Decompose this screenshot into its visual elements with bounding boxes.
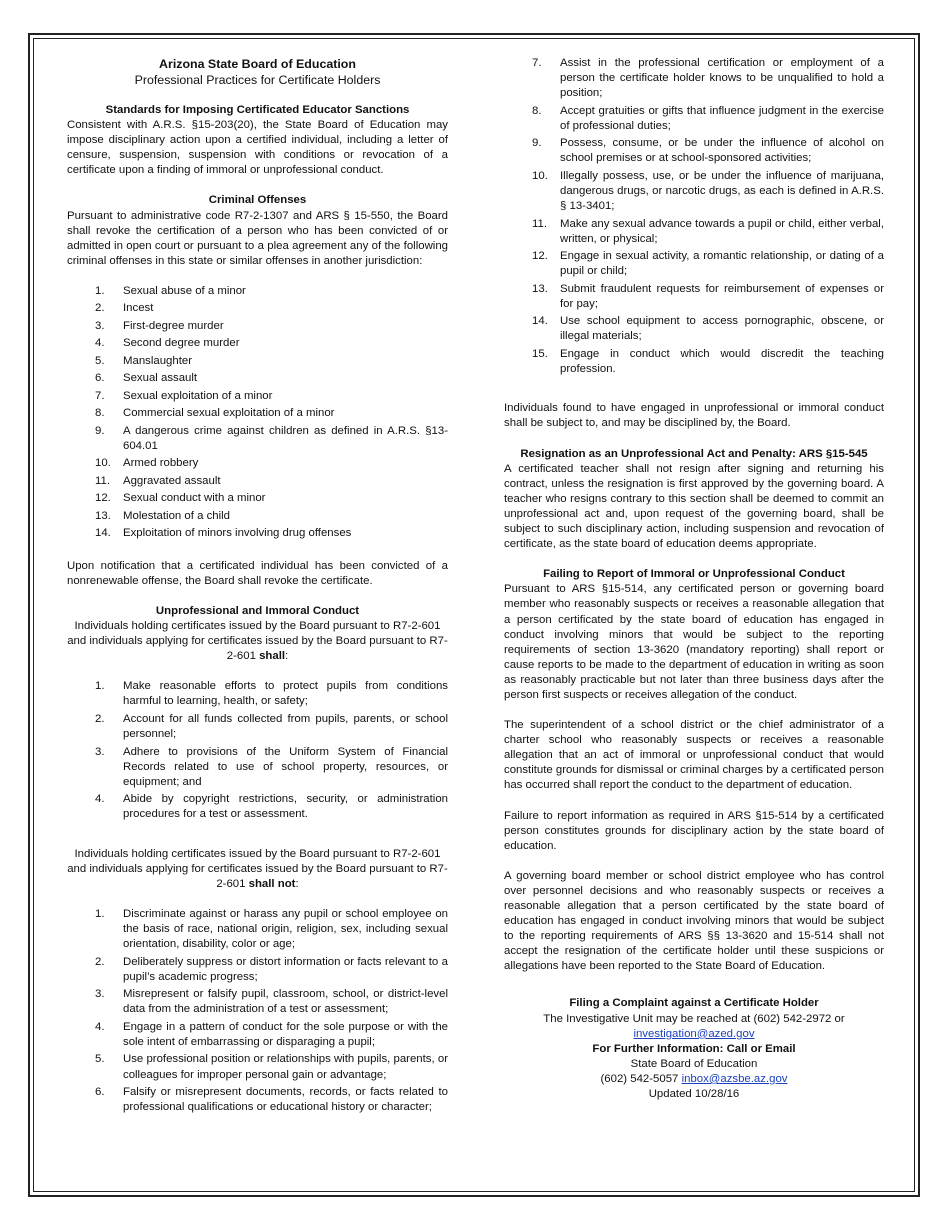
- list-text: Aggravated assault: [123, 474, 221, 487]
- list-item: [67, 424, 448, 454]
- list-text: Deliberately suppress or distort information or facts relevant to a pupil’s academic progress;: [123, 955, 448, 983]
- list-text: Commercial sexual exploitation of a minor: [123, 407, 335, 420]
- list-item: [67, 456, 448, 471]
- list-text: Sexual exploitation of a minor: [123, 389, 273, 402]
- criminal-offenses-heading: Criminal Offenses: [208, 194, 307, 207]
- list-text: Engage in a pattern of conduct for the sole purpose or with the sole intent of embarrassing or disparaging a pupil;: [123, 1020, 448, 1048]
- investigation-email-link[interactable]: investigation@azed.gov: [633, 1027, 755, 1040]
- list-text: Make any sexual advance towards a pupil or child, either verbal, written, or physical;: [560, 217, 884, 245]
- list-text: Make reasonable efforts to protect pupils from conditions harmful to learning, health, or safety;: [123, 680, 448, 708]
- shall-not-intro-text: Individuals holding certificates issued by the Board pursuant to R7-2-601 and individuals applying for certificates issued by the Board pursuant to R7-2-601: [67, 847, 448, 890]
- list-number: 1.: [95, 908, 105, 921]
- list-number: 3.: [95, 319, 105, 332]
- list-number: 1.: [95, 680, 105, 693]
- list-item: [504, 314, 884, 344]
- list-item: [504, 347, 884, 377]
- contact-phone: (602) 542-5057: [600, 1072, 682, 1085]
- updated-date: Updated 10/28/16: [648, 1088, 740, 1101]
- resignation-heading: Resignation as an Unprofessional Act and Penalty: ARS §15-545: [520, 447, 868, 460]
- shall-label: shall: [259, 650, 286, 663]
- standards-body: Consistent with A.R.S. §15-203(20), the State Board of Education may impose disciplinary action upon a certified individual, including a letter of censure, suspension, suspension with conditions or revocation of a certificate upon a finding of immoral or unprofessional conduct.: [67, 119, 448, 177]
- list-number: 11.: [532, 217, 547, 230]
- list-text: Possess, consume, or be under the influence of alcohol on school premises or at school-sponsored activities;: [560, 137, 884, 165]
- list-item: [504, 104, 884, 134]
- document-title: Arizona State Board of Education: [159, 57, 356, 71]
- list-number: 1.: [95, 284, 105, 297]
- list-item: [67, 745, 448, 790]
- list-item: [67, 301, 448, 316]
- shall-not-colon: :: [295, 877, 299, 890]
- list-number: 4.: [95, 793, 105, 806]
- shall-not-intro: [67, 847, 448, 892]
- list-text: Armed robbery: [123, 457, 199, 470]
- list-number: 7.: [95, 389, 105, 402]
- list-item: [504, 136, 884, 166]
- list-text: Assist in the professional certification or employment of a person the certificate holder knows to be unqualified to hold a position;: [560, 57, 884, 100]
- unprofessional-closing: Individuals found to have engaged in unprofessional or immoral conduct shall be subject to, and may be disciplined by, the Board.: [504, 402, 884, 430]
- list-item: [504, 249, 884, 279]
- list-item: [67, 712, 448, 742]
- list-number: 12.: [95, 492, 111, 505]
- org-name: State Board of Education: [630, 1057, 758, 1070]
- reporting-para-2: The superintendent of a school district or the chief administrator of a charter school who reasonably suspects or receives a reasonable allegation that an act of immoral or unprofessional conduct that would constitute grounds for dismissal or criminal charges by a certificated person has occurred shall report the conduct to the department of education.: [504, 719, 884, 792]
- shall-intro: [67, 619, 448, 664]
- list-number: 15.: [532, 347, 548, 360]
- list-text: Misrepresent or falsify pupil, classroom, school, or district-level data from the administration of a test or assessment;: [123, 988, 448, 1016]
- list-item: [67, 406, 448, 421]
- shall-not-list-part2: [504, 56, 884, 377]
- list-item: [67, 509, 448, 524]
- list-number: 2.: [95, 712, 105, 725]
- list-number: 5.: [95, 354, 105, 367]
- list-item: [67, 955, 448, 985]
- list-item: [67, 526, 448, 541]
- list-item: [67, 907, 448, 952]
- list-text: Discriminate against or harass any pupil or school employee on the basis of race, national origin, religion, sex, including sexual orientation, disability, color or age;: [123, 908, 448, 951]
- list-number: 6.: [95, 1086, 105, 1099]
- list-text: Manslaughter: [123, 354, 193, 367]
- list-text: Incest: [123, 302, 154, 315]
- list-text: Abide by copyright restrictions, security, or administration procedures for a test or assessment.: [123, 793, 448, 821]
- list-text: Molestation of a child: [123, 509, 231, 522]
- complaint-line: The Investigative Unit may be reached at (602) 542-2972 or: [543, 1012, 845, 1025]
- list-number: 13.: [95, 509, 111, 522]
- list-text: Illegally possess, use, or be under the influence of marijuana, dangerous drugs, or narcotic drugs, as each is defined in A.R.S. § 13-3401;: [560, 169, 884, 213]
- list-item: [67, 1020, 448, 1050]
- list-number: 2.: [95, 955, 105, 968]
- list-text: Sexual abuse of a minor: [123, 284, 246, 297]
- reporting-para-3: Failure to report information as required in ARS §15-514 by a certificated person constitutes grounds for disciplinary action by the state board of education.: [504, 809, 884, 852]
- list-number: 9.: [95, 424, 105, 437]
- list-text: Falsify or misrepresent documents, records, or facts related to professional qualifications or educational history or character;: [123, 1086, 448, 1114]
- list-text: A dangerous crime against children as defined in A.R.S. §13-604.01: [123, 424, 448, 452]
- list-item: [67, 987, 448, 1017]
- list-item: [67, 1085, 448, 1115]
- list-item: [67, 284, 448, 299]
- resignation-body: A certificated teacher shall not resign after signing and returning his contract, unless the resignation is first approved by the governing board. A teacher who resigns contrary to this section shall be deemed to commit an unprofessional act and, upon request of the governing board, shall be subject to such disciplinary action, including suspension and revocation of certificate, as the state board of education deems appropriate.: [504, 462, 884, 551]
- left-column: [67, 56, 448, 1118]
- document-subtitle: Professional Practices for Certificate Holders: [134, 73, 381, 87]
- list-text: Account for all funds collected from pupils, parents, or school personnel;: [123, 712, 448, 741]
- criminal-offenses-body: Pursuant to administrative code R7-2-1307 and ARS § 15-550, the Board shall revoke the certification of a person who has been convicted of or admitted in open court or pursuant to a plea agreement any of the following criminal offenses in this state or similar offenses in another jurisdiction:: [67, 209, 448, 267]
- contact-line: [504, 1072, 884, 1087]
- list-number: 13.: [532, 282, 548, 295]
- complaint-heading: Filing a Complaint against a Certificate Holder: [569, 997, 819, 1010]
- list-item: [67, 474, 448, 489]
- list-item: [67, 389, 448, 404]
- list-text: Use professional position or relationships with pupils, parents, or colleagues for improper personal gain or advantage;: [123, 1053, 448, 1081]
- list-number: 11.: [95, 474, 110, 487]
- list-number: 8.: [95, 407, 105, 420]
- list-number: 6.: [95, 372, 105, 385]
- complaint-email-line: [504, 1027, 884, 1042]
- shall-list: [67, 679, 448, 822]
- inbox-email-link[interactable]: inbox@azsbe.az.gov: [681, 1072, 788, 1085]
- list-item: [67, 491, 448, 506]
- list-text: Sexual conduct with a minor: [123, 492, 266, 505]
- shall-intro-text: Individuals holding certificates issued by the Board pursuant to R7-2-601 and individuals applying for certificates issued by the Board pursuant to R7-2-601: [67, 620, 448, 663]
- list-text: Exploitation of minors involving drug offenses: [123, 527, 352, 540]
- unprofessional-conduct-heading: Unprofessional and Immoral Conduct: [155, 605, 360, 617]
- reporting-heading: Failing to Report of Immoral or Unprofessional Conduct: [543, 568, 845, 581]
- list-number: 10.: [532, 169, 548, 182]
- shall-not-label: shall not: [248, 877, 296, 890]
- reporting-para-1: Pursuant to ARS §15-514, any certificated person or governing board member who reasonably suspects or receives a reasonable allegation that a person certificated by the state board of education has engaged in conduct involving minors that would be subject to the reporting requirements of section 13-3620 (mandatory reporting) shall report or cause reports to be made to the department of education in writing as soon as reasonably practicable but not later than three business days after the person first suspects or receives allegation of the conduct.: [504, 583, 884, 701]
- list-number: 3.: [95, 988, 105, 1001]
- criminal-offenses-list: [67, 284, 448, 541]
- list-text: Second degree murder: [123, 337, 240, 350]
- list-item: [504, 56, 884, 101]
- reporting-para-4: A governing board member or school district employee who has control over personnel decisions and who reasonably suspects or receives a reasonable allegation that a person certificated by the state board of education has engaged in conduct involving minors that would be subject to the reporting requirements of ARS §§ 13-3620 and 15-514 shall not accept the resignation of the certificate holder until these suspicions or allegations have been reported to the State Board of Education.: [504, 869, 884, 973]
- shall-colon: :: [285, 650, 289, 663]
- list-text: Accept gratuities or gifts that influence judgment in the exercise of professional duties;: [560, 104, 884, 132]
- list-text: Engage in conduct which would discredit the teaching profession.: [560, 347, 884, 375]
- list-item: [67, 336, 448, 351]
- list-number: 9.: [532, 137, 542, 150]
- shall-not-list-part1: [67, 907, 448, 1115]
- list-text: Submit fraudulent requests for reimbursement of expenses or for pay;: [560, 282, 884, 310]
- list-text: Sexual assault: [123, 372, 198, 385]
- list-number: 5.: [95, 1053, 105, 1066]
- list-number: 12.: [532, 250, 548, 263]
- list-number: 10.: [95, 457, 111, 470]
- list-number: 8.: [532, 104, 542, 117]
- list-number: 14.: [95, 527, 111, 540]
- criminal-offenses-closing: Upon notification that a certificated individual has been convicted of a nonrenewable offense, the Board shall revoke the certificate.: [67, 559, 448, 587]
- list-number: 2.: [95, 302, 105, 315]
- standards-heading: Standards for Imposing Certificated Educator Sanctions: [105, 104, 410, 116]
- list-text: Adhere to provisions of the Uniform System of Financial Records related to use of school property, resources, or equipment; and: [123, 745, 448, 788]
- list-item: [504, 169, 884, 214]
- list-number: 3.: [95, 745, 105, 758]
- list-item: [67, 371, 448, 386]
- info-heading: For Further Information: Call or Email: [592, 1042, 796, 1055]
- list-item: [504, 217, 884, 247]
- list-text: Engage in sexual activity, a romantic relationship, or dating of a pupil or child;: [560, 250, 884, 278]
- list-number: 14.: [532, 315, 548, 328]
- list-number: 4.: [95, 337, 105, 350]
- right-column: [504, 56, 884, 1102]
- list-text: First-degree murder: [123, 319, 224, 332]
- list-item: [67, 679, 448, 709]
- list-item: [67, 1052, 448, 1082]
- list-item: [67, 319, 448, 334]
- list-item: [67, 792, 448, 822]
- list-number: 4.: [95, 1020, 105, 1033]
- list-item: [67, 354, 448, 369]
- list-item: [504, 282, 884, 312]
- list-text: Use school equipment to access pornographic, obscene, or illegal materials;: [560, 315, 884, 343]
- list-number: 7.: [532, 57, 542, 69]
